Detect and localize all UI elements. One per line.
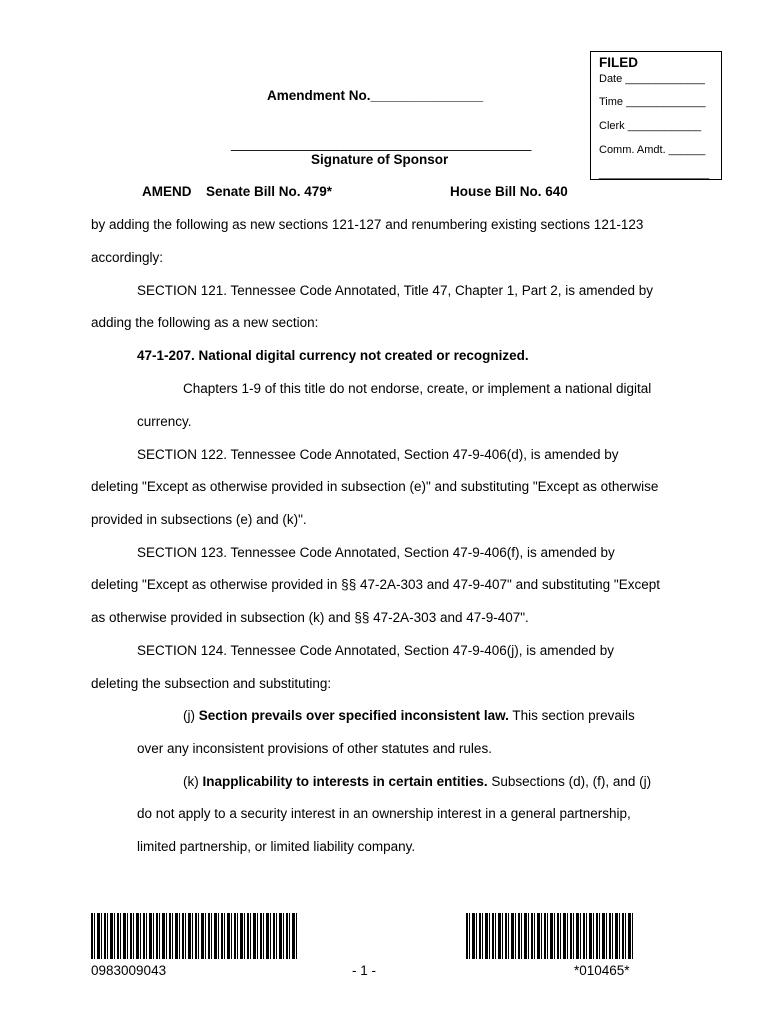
filed-date-row: Date _____________ [599,73,705,85]
signature-line: ________________________________________ [231,136,532,151]
page-number: - 1 - [352,963,377,978]
right-barcode [466,913,634,959]
section-123-line: SECTION 123. Tennessee Code Annotated, Section 47-9-406(f), is amended by [137,545,615,560]
section-122-line: SECTION 122. Tennessee Code Annotated, Section 47-9-406(d), is amended by [137,447,619,462]
subsection-k-text: do not apply to a security interest in an ownership interest in a general partnership, [137,806,631,821]
section-121-line: adding the following as a new section: [91,315,319,330]
filed-comm-amdt-row: Comm. Amdt. ______ [599,144,706,156]
subsection-j-label: (j) [183,708,195,723]
subsection-k-text: Subsections (d), (f), and (j) [491,774,652,789]
section-124-line: SECTION 124. Tennessee Code Annotated, Section 47-9-406(j), is amended by [137,643,615,658]
section-122-line: provided in subsections (e) and (k)". [91,512,307,527]
subsection-j [183,708,635,723]
section-heading-47-1-207: 47-1-207. National digital currency not created or recognized. [137,348,529,363]
footer-left-code: 0983009043 [91,963,167,978]
senate-bill-number: Senate Bill No. 479* [206,184,333,199]
body-line: by adding the following as new sections 121-127 and renumbering existing sections 121-123 [91,217,644,232]
section-207-text: currency. [137,414,192,429]
section-121-line: SECTION 121. Tennessee Code Annotated, Title 47, Chapter 1, Part 2, is amended by [137,283,654,298]
section-124-line: deleting the subsection and substituting: [91,676,332,691]
filed-stamp-box [590,51,722,180]
subsection-k-heading: Inapplicability to interests in certain entities. [202,774,488,789]
subsection-k-text: limited partnership, or limited liability company. [137,839,416,854]
left-barcode [91,913,299,959]
section-207-text: Chapters 1-9 of this title do not endorse, create, or implement a national digital [183,381,652,396]
section-123-line: as otherwise provided in subsection (k) and §§ 47-2A-303 and 47-9-407". [91,610,529,625]
filed-title: FILED [599,55,638,70]
filed-time-row: Time _____________ [599,96,706,108]
section-122-line: deleting "Except as otherwise provided in subsection (e)" and substituting "Except as otherwise [91,479,659,494]
house-bill-number: House Bill No. 640 [450,184,568,199]
subsection-j-text: This section prevails [512,708,635,723]
filed-clerk-row: Clerk ____________ [599,120,702,132]
subsection-j-text: over any inconsistent provisions of other statutes and rules. [137,741,492,756]
footer-right-code: *010465* [574,963,630,978]
section-123-line: deleting "Except as otherwise provided in §§ 47-2A-303 and 47-9-407" and substituting "Except [91,577,660,592]
body-line: accordingly: [91,250,164,265]
amendment-number: Amendment No._______________ [267,88,484,103]
subsection-k [183,774,651,789]
subsection-j-heading: Section prevails over specified inconsistent law. [198,708,509,723]
signature-label: Signature of Sponsor [311,152,449,167]
subsection-k-label: (k) [183,774,199,789]
amend-label: AMEND [142,184,192,199]
filed-blank-row: __________________ [599,168,710,180]
